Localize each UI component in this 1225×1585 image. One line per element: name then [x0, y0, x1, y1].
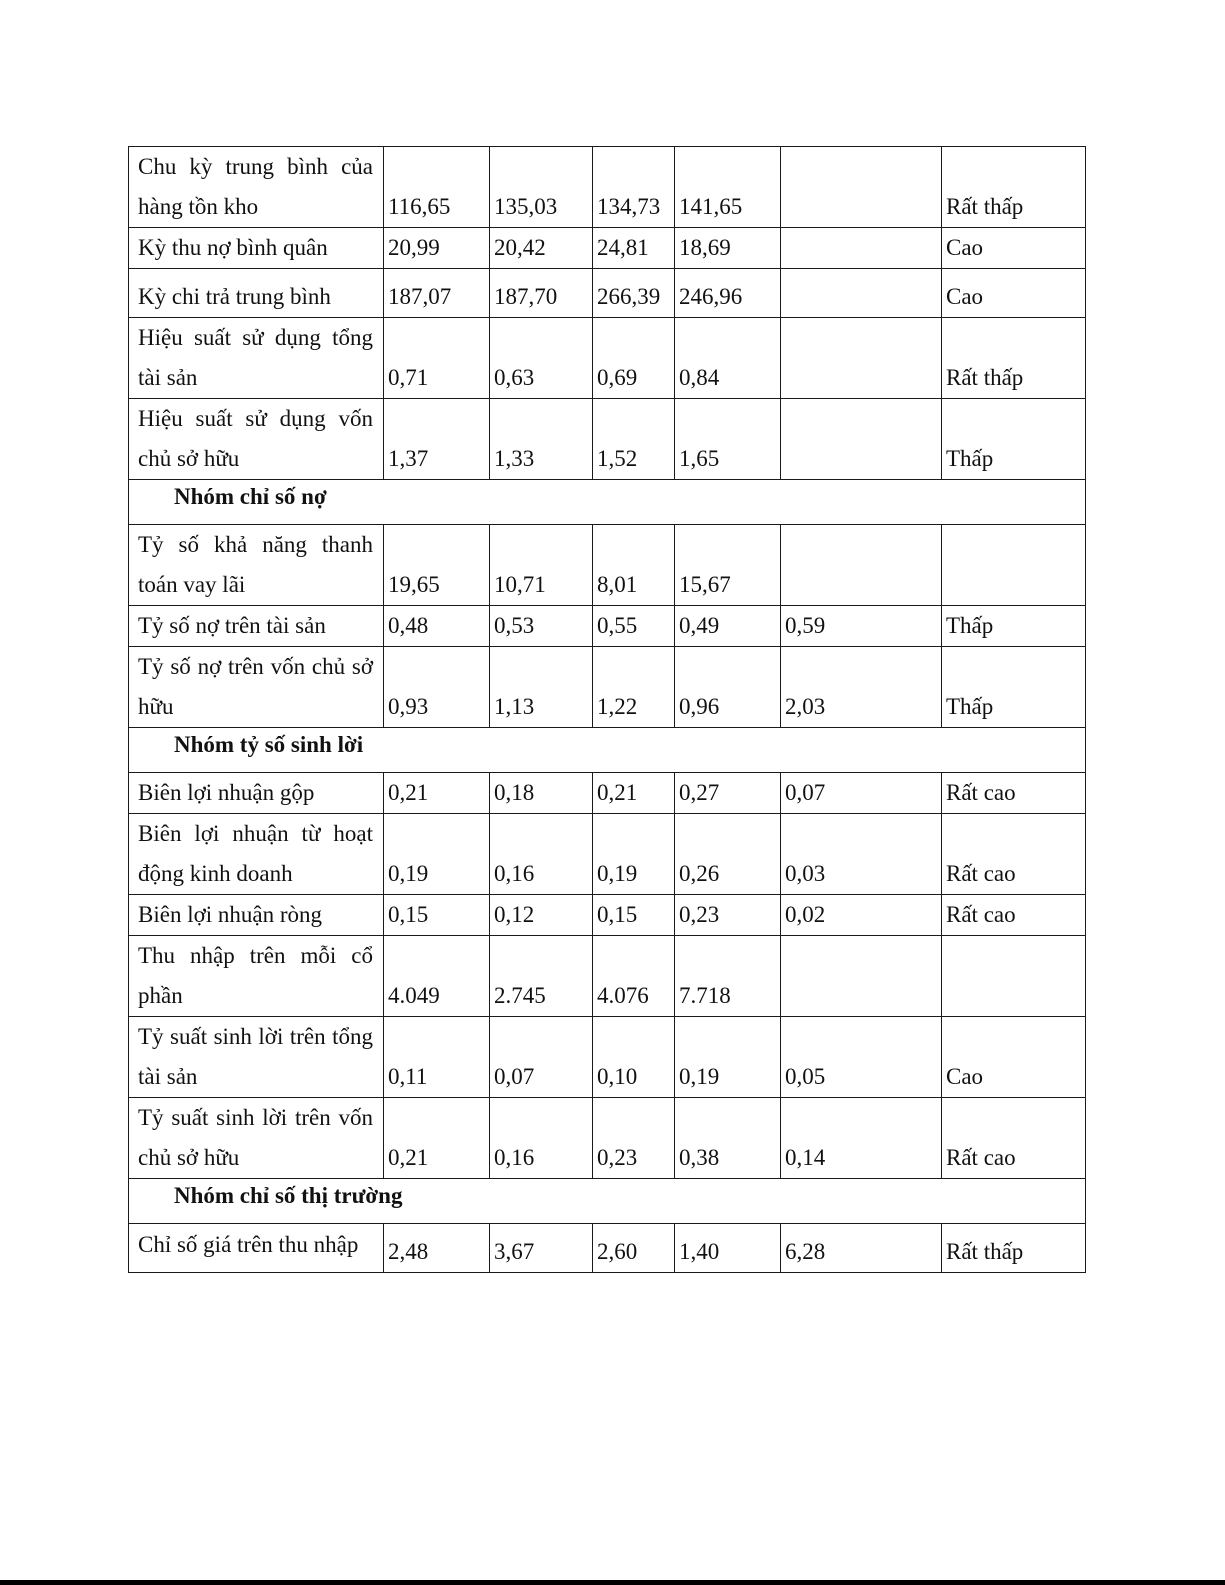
table-row: [129, 773, 1086, 814]
value-cell: 0,07: [490, 1017, 593, 1098]
value-cell: 0,14: [781, 1098, 942, 1179]
value-cell: 2,03: [781, 647, 942, 728]
value-cell: 18,69: [675, 228, 781, 269]
value-cell: 2,48: [384, 1224, 490, 1273]
value-cell: 4.049: [384, 936, 490, 1017]
table-row: [129, 228, 1086, 269]
value-cell: 0,93: [384, 647, 490, 728]
value-cell: 0,27: [675, 773, 781, 814]
value-cell: [781, 936, 942, 1017]
assessment-cell: Cao: [942, 1017, 1086, 1098]
table-body: [129, 147, 1086, 1273]
ratio-name-cell: Biên lợi nhuận gộp: [129, 773, 384, 814]
value-cell: 19,65: [384, 525, 490, 606]
assessment-cell: [942, 525, 1086, 606]
value-cell: 0,53: [490, 606, 593, 647]
table-row: [129, 147, 1086, 228]
ratio-name-cell: Biên lợi nhuận ròng: [129, 895, 384, 936]
value-cell: 0,03: [781, 814, 942, 895]
value-cell: 1,52: [593, 399, 675, 480]
ratio-name-cell: Tỷ số nợ trên vốn chủ sở hữu: [129, 647, 384, 728]
section-header-row: [129, 728, 1086, 773]
value-cell: 0,02: [781, 895, 942, 936]
value-cell: 0,23: [593, 1098, 675, 1179]
assessment-cell: Rất thấp: [942, 1224, 1086, 1273]
value-cell: 15,67: [675, 525, 781, 606]
page-bottom-rule: [0, 1580, 1225, 1585]
ratio-name-cell: Thu nhập trên mỗi cổ phần: [129, 936, 384, 1017]
value-cell: 0,96: [675, 647, 781, 728]
value-cell: 0,26: [675, 814, 781, 895]
value-cell: 141,65: [675, 147, 781, 228]
table-row: [129, 647, 1086, 728]
table-row: [129, 1017, 1086, 1098]
table-row: [129, 814, 1086, 895]
value-cell: [781, 269, 942, 318]
value-cell: 6,28: [781, 1224, 942, 1273]
assessment-cell: Thấp: [942, 647, 1086, 728]
value-cell: [781, 228, 942, 269]
ratio-name-cell: Kỳ thu nợ bình quân: [129, 228, 384, 269]
value-cell: 116,65: [384, 147, 490, 228]
value-cell: 7.718: [675, 936, 781, 1017]
value-cell: 266,39: [593, 269, 675, 318]
assessment-cell: Rất cao: [942, 814, 1086, 895]
section-title: Nhóm chỉ số nợ: [129, 480, 1086, 525]
value-cell: 0,23: [675, 895, 781, 936]
value-cell: 0,48: [384, 606, 490, 647]
value-cell: 0,15: [384, 895, 490, 936]
ratio-name-cell: Tỷ suất sinh lời trên vốn chủ sở hữu: [129, 1098, 384, 1179]
value-cell: [781, 318, 942, 399]
value-cell: 0,16: [490, 1098, 593, 1179]
value-cell: 2.745: [490, 936, 593, 1017]
value-cell: 1,65: [675, 399, 781, 480]
table-row: [129, 1224, 1086, 1273]
value-cell: 0,11: [384, 1017, 490, 1098]
table-row: [129, 606, 1086, 647]
table-row: [129, 525, 1086, 606]
value-cell: 0,71: [384, 318, 490, 399]
assessment-cell: Thấp: [942, 399, 1086, 480]
assessment-cell: Cao: [942, 228, 1086, 269]
value-cell: 0,21: [384, 1098, 490, 1179]
value-cell: 0,21: [593, 773, 675, 814]
value-cell: 1,33: [490, 399, 593, 480]
value-cell: [781, 147, 942, 228]
value-cell: 0,63: [490, 318, 593, 399]
assessment-cell: Rất thấp: [942, 147, 1086, 228]
value-cell: 0,59: [781, 606, 942, 647]
value-cell: 0,38: [675, 1098, 781, 1179]
value-cell: 0,19: [384, 814, 490, 895]
financial-ratios-table: [128, 146, 1086, 1273]
table-row: [129, 1098, 1086, 1179]
assessment-cell: Rất cao: [942, 1098, 1086, 1179]
value-cell: 1,37: [384, 399, 490, 480]
table-row: [129, 399, 1086, 480]
value-cell: 0,21: [384, 773, 490, 814]
section-title: Nhóm tỷ số sinh lời: [129, 728, 1086, 773]
value-cell: 0,18: [490, 773, 593, 814]
value-cell: 1,40: [675, 1224, 781, 1273]
value-cell: 0,49: [675, 606, 781, 647]
value-cell: 0,55: [593, 606, 675, 647]
value-cell: 0,15: [593, 895, 675, 936]
value-cell: 135,03: [490, 147, 593, 228]
table-row: [129, 895, 1086, 936]
value-cell: 8,01: [593, 525, 675, 606]
value-cell: 246,96: [675, 269, 781, 318]
ratio-name-cell: Tỷ số nợ trên tài sản: [129, 606, 384, 647]
value-cell: 3,67: [490, 1224, 593, 1273]
value-cell: 2,60: [593, 1224, 675, 1273]
section-title: Nhóm chỉ số thị trường: [129, 1179, 1086, 1224]
value-cell: 24,81: [593, 228, 675, 269]
assessment-cell: [942, 936, 1086, 1017]
value-cell: 0,10: [593, 1017, 675, 1098]
value-cell: 0,19: [675, 1017, 781, 1098]
value-cell: 0,84: [675, 318, 781, 399]
ratio-name-cell: Hiệu suất sử dụng vốn chủ sở hữu: [129, 399, 384, 480]
value-cell: 1,22: [593, 647, 675, 728]
value-cell: 0,69: [593, 318, 675, 399]
value-cell: 187,70: [490, 269, 593, 318]
assessment-cell: Cao: [942, 269, 1086, 318]
ratio-name-cell: Biên lợi nhuận từ hoạt động kinh doanh: [129, 814, 384, 895]
value-cell: 1,13: [490, 647, 593, 728]
ratio-name-cell: Tỷ suất sinh lời trên tổng tài sản: [129, 1017, 384, 1098]
ratio-name-cell: Chỉ số giá trên thu nhập: [129, 1224, 384, 1273]
value-cell: [781, 525, 942, 606]
value-cell: 0,05: [781, 1017, 942, 1098]
ratio-name-cell: Chu kỳ trung bình của hàng tồn kho: [129, 147, 384, 228]
value-cell: 10,71: [490, 525, 593, 606]
value-cell: 20,99: [384, 228, 490, 269]
assessment-cell: Rất thấp: [942, 318, 1086, 399]
value-cell: 0,07: [781, 773, 942, 814]
table-row: [129, 269, 1086, 318]
value-cell: 0,12: [490, 895, 593, 936]
value-cell: 0,19: [593, 814, 675, 895]
value-cell: 20,42: [490, 228, 593, 269]
section-header-row: [129, 1179, 1086, 1224]
value-cell: 134,73: [593, 147, 675, 228]
value-cell: 0,16: [490, 814, 593, 895]
assessment-cell: Rất cao: [942, 773, 1086, 814]
value-cell: [781, 399, 942, 480]
assessment-cell: Rất cao: [942, 895, 1086, 936]
section-header-row: [129, 480, 1086, 525]
ratio-name-cell: Kỳ chi trả trung bình: [129, 269, 384, 318]
value-cell: 4.076: [593, 936, 675, 1017]
ratio-name-cell: Hiệu suất sử dụng tổng tài sản: [129, 318, 384, 399]
table-row: [129, 318, 1086, 399]
table-row: [129, 936, 1086, 1017]
ratio-name-cell: Tỷ số khả năng thanh toán vay lãi: [129, 525, 384, 606]
value-cell: 187,07: [384, 269, 490, 318]
assessment-cell: Thấp: [942, 606, 1086, 647]
